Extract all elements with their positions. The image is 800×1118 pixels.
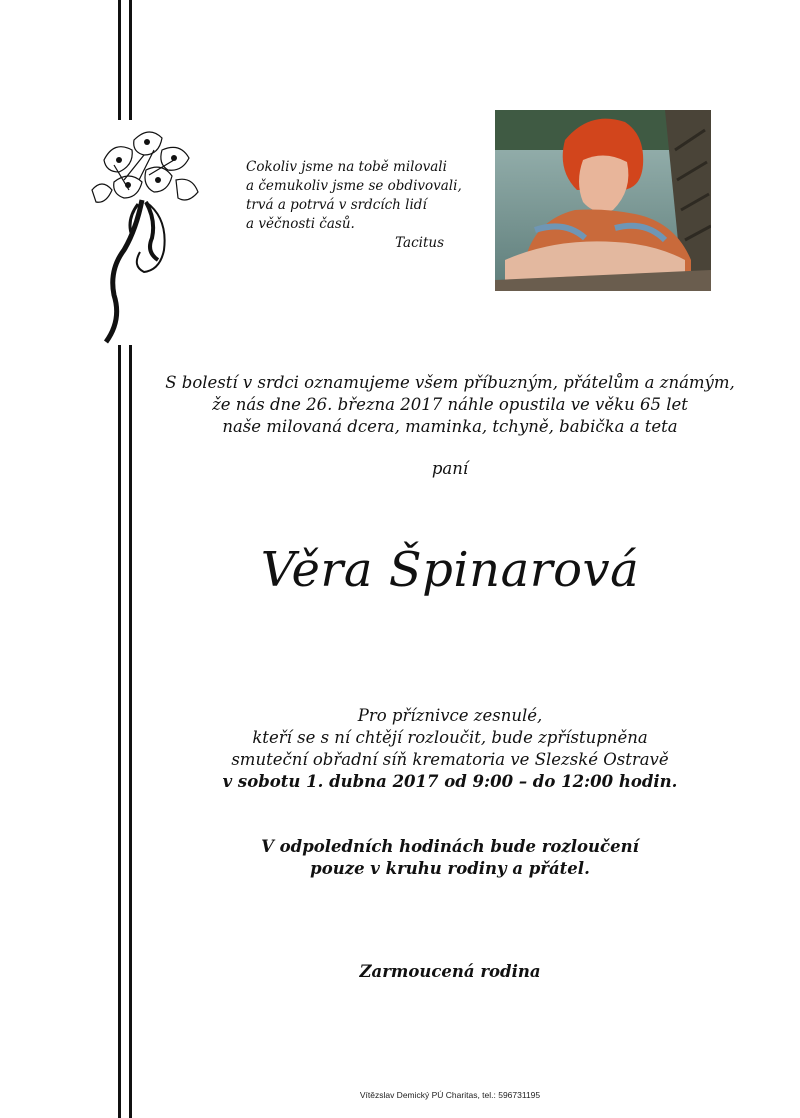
service-line: smuteční obřadní síň krematoria ve Slezské Ostravě — [231, 750, 669, 769]
deceased-name: Věra Špinarová — [260, 542, 640, 598]
quote-line: a čemukoliv jsme se obdivovali, — [246, 178, 462, 194]
family-signature: Zarmoucená rodina — [359, 962, 541, 981]
announcement-line: že nás dne 26. března 2017 náhle opustila ve věku 65 let — [212, 395, 688, 414]
afternoon-line: V odpoledních hodinách bude rozloučení — [261, 837, 639, 856]
service-datetime: v sobotu 1. dubna 2017 od 9:00 – do 12:00 hodin. — [222, 772, 678, 791]
quote-line: trvá a potrvá v srdcích lidí — [246, 197, 427, 213]
announcement-line: S bolestí v srdci oznamujeme všem příbuzným, přátelům a známým, — [165, 373, 735, 392]
quote-author: Tacitus — [395, 235, 444, 251]
service-info — [150, 705, 750, 793]
funeral-service-footer: Vítězslav Demický PÚ Charitas, tel.: 596731195 — [359, 1090, 541, 1100]
honorific: paní — [431, 459, 469, 478]
quote-line: Cokoliv jsme na tobě milovali — [246, 159, 447, 175]
service-line: Pro příznivce zesnulé, — [357, 706, 543, 725]
quote-line: a věčnosti časů. — [246, 216, 355, 232]
flower-bouquet-illustration — [84, 120, 214, 345]
announcement-line: naše milovaná dcera, maminka, tchyně, babička a teta — [222, 417, 678, 436]
portrait-photo — [495, 110, 711, 291]
afternoon-line: pouze v kruhu rodiny a přátel. — [310, 859, 590, 878]
service-line: kteří se s ní chtějí rozloučit, bude zpřístupněna — [252, 728, 648, 747]
afternoon-notice — [150, 836, 750, 880]
quote-block — [246, 158, 476, 253]
announcement-text — [150, 372, 750, 438]
